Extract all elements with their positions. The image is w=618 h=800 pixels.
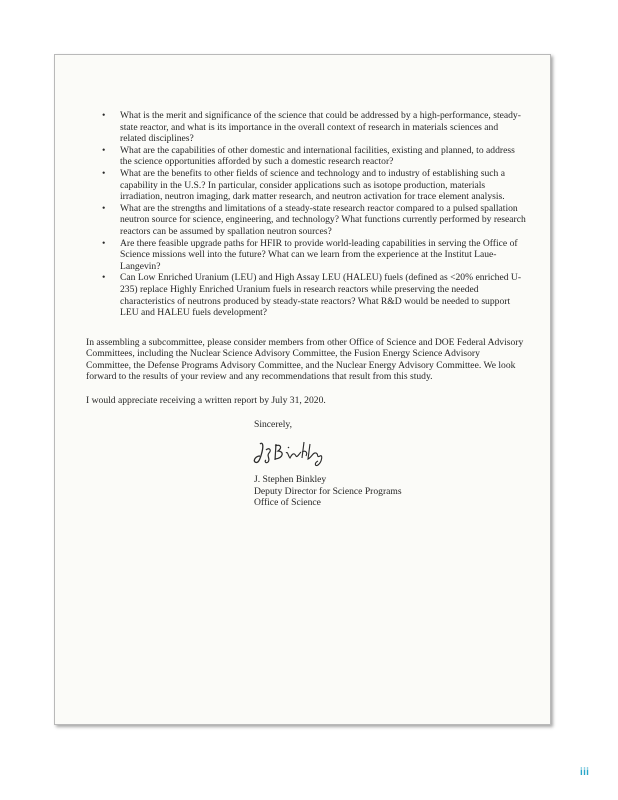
bullet-icon: •: [102, 272, 106, 284]
letter-body: [86, 110, 526, 509]
question-text: What are the strengths and limitations of a steady-state research reactor compared to a pulsed spallation neutron source for science, engineering, and technology? What functions currently performed by research reactors can be assumed by spallation neutron sources?: [120, 202, 526, 237]
question-text: What are the capabilities of other domestic and international facilities, existing and planned, to address the science opportunities afforded by such a domestic research reactor?: [120, 144, 515, 168]
signer-office: Office of Science: [254, 497, 321, 509]
closing-salutation: Sincerely,: [254, 418, 293, 430]
signer-block: [254, 474, 526, 509]
signer-name: J. Stephen Binkley: [254, 474, 327, 486]
question-text: What is the merit and significance of the science that could be addressed by a high-performance, steady-state reactor, and what is its importance in the overall context of research in materials sciences and related disciplines?: [120, 110, 521, 145]
signer-title: Deputy Director for Science Programs: [254, 485, 402, 497]
bullet-icon: •: [102, 167, 106, 179]
bullet-icon: •: [102, 144, 106, 156]
question-item: [86, 203, 526, 238]
question-text: Can Low Enriched Uranium (LEU) and High Assay LEU (HALEU) fuels (defined as <20% enriched U-235) replace Highly Enriched Uranium fuels in research reactors while preserving the needed characteristics of neutrons produced by steady-state reactors? What R&D would be needed to support LEU and HALEU fuels development?: [120, 272, 522, 319]
question-text: What are the benefits to other fields of science and technology and to industry of establishing such a capability in the U.S.? In particular, consider applications such as isotope production, materials irradiation, neutron imaging, dark matter research, and neutron activation for trace element analysis.: [120, 167, 505, 203]
question-item: [86, 238, 526, 273]
bullet-icon: •: [102, 202, 106, 214]
question-list: [86, 110, 526, 319]
question-text: Are there feasible upgrade paths for HFIR to provide world-leading capabilities in serving the Office of Science missions well into the future? What can we learn from the experience at the Institut Laue-Langevin?: [120, 237, 518, 272]
page-number: iii: [580, 767, 590, 778]
report-request-paragraph: I would appreciate receiving a written report by July 31, 2020.: [86, 395, 326, 407]
question-item: [86, 110, 526, 145]
bullet-icon: •: [102, 237, 106, 249]
bullet-icon: •: [102, 110, 106, 121]
question-item: [86, 145, 526, 168]
subcommittee-paragraph: In assembling a subcommittee, please consider members from other Office of Science and DOE Federal Advisory Committees, including the Nuclear Science Advisory Committee, the Fusion Energy Science Advisory Committee, the Defense Programs Advisory Committee, and the Nuclear Energy Advisory Committee. We look forward to the results of your review and any recommendations that result from this study.: [86, 336, 524, 383]
question-item: [86, 168, 526, 203]
question-item: [86, 272, 526, 318]
handwritten-signature: [252, 438, 326, 468]
